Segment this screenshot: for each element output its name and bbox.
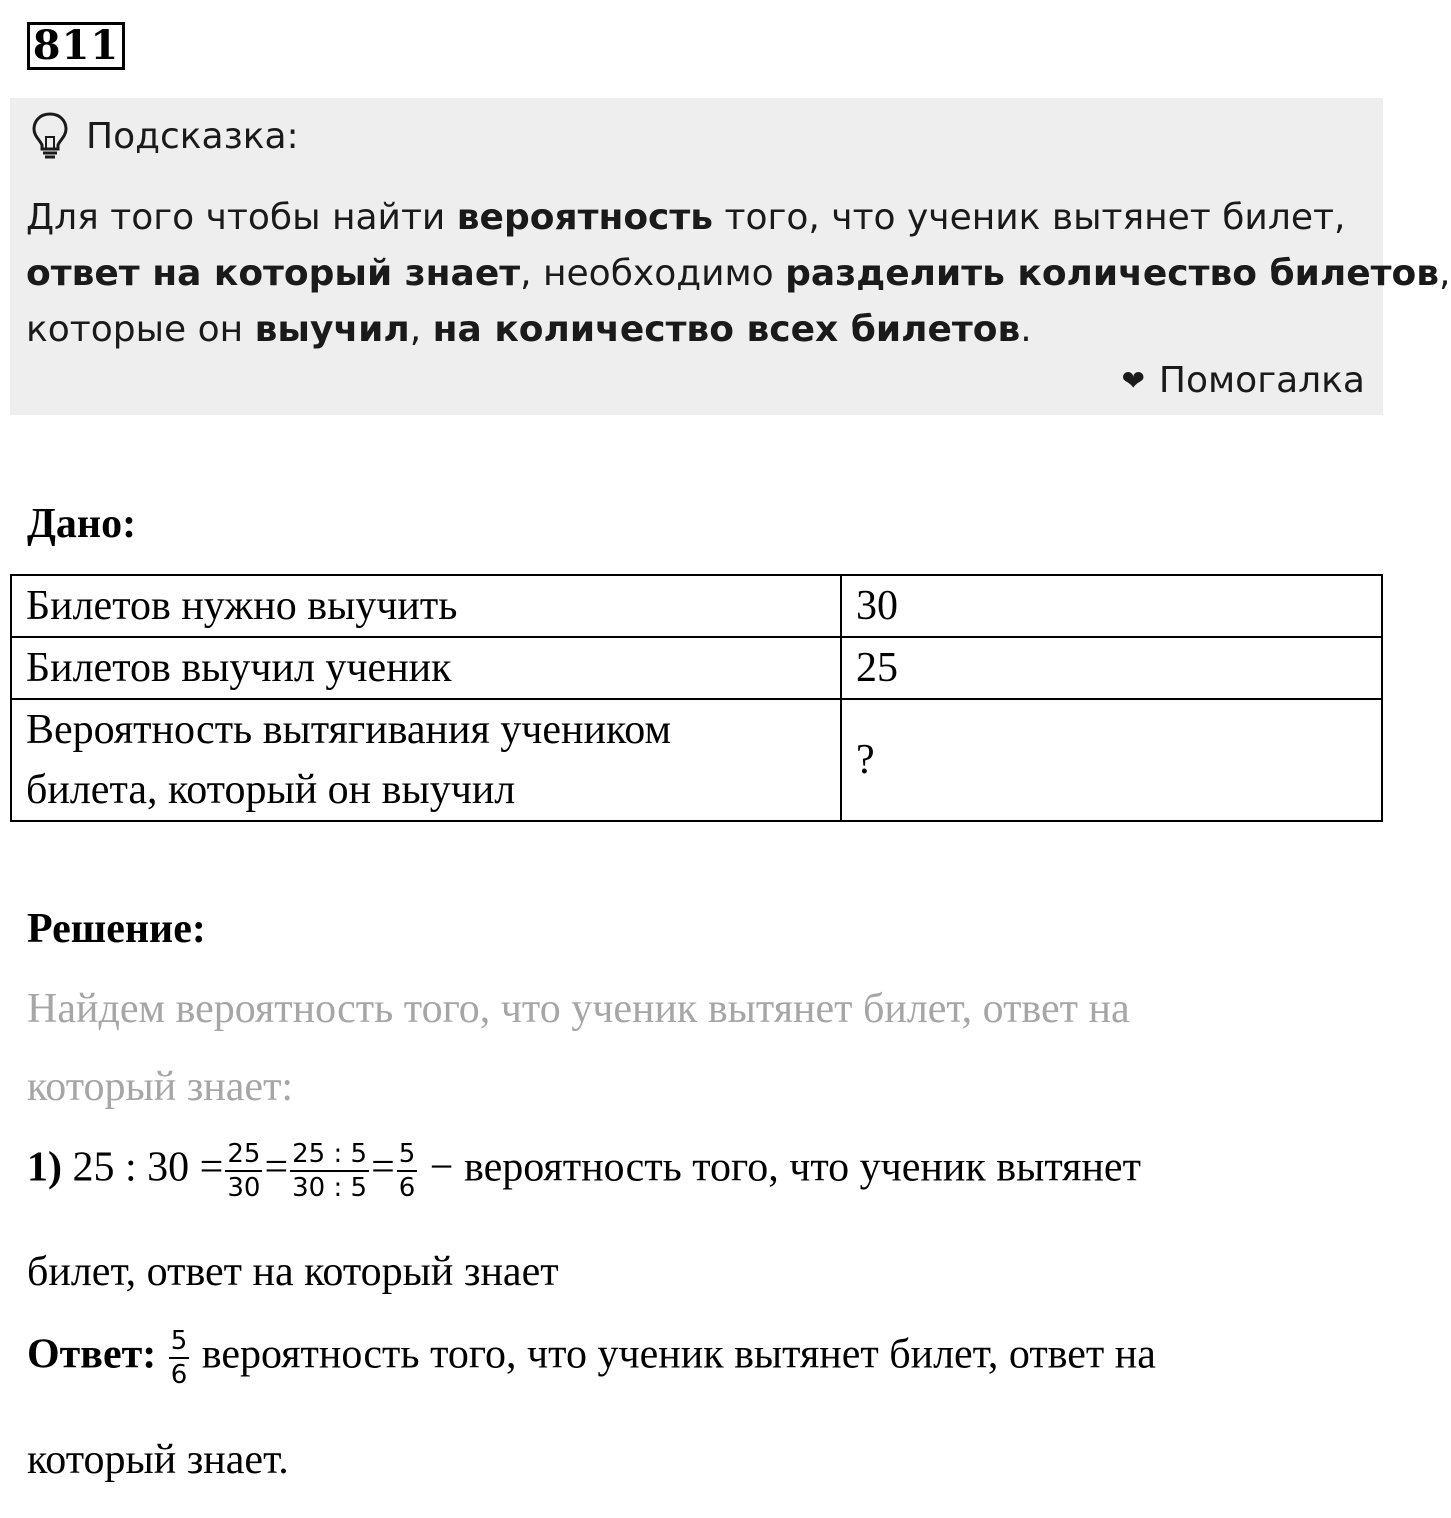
solution-intro-line-1: Найдем вероятность того, что ученик вытянет билет, ответ на bbox=[27, 986, 1130, 1032]
table-row bbox=[11, 575, 1382, 637]
solution-step-1-line-2: билет, ответ на который знает bbox=[27, 1249, 559, 1295]
credit-label: Помогалка bbox=[1158, 360, 1365, 401]
fraction: $\frac{5}{6}$ bbox=[398, 1139, 416, 1203]
task-number: 811 bbox=[27, 22, 125, 70]
credit bbox=[1121, 360, 1365, 401]
answer-line-1 bbox=[27, 1325, 1156, 1391]
step-number: 1) bbox=[27, 1144, 62, 1191]
answer-label: Ответ: bbox=[27, 1331, 157, 1378]
hint-header bbox=[30, 110, 299, 162]
given-table bbox=[10, 574, 1383, 822]
given-value: 25 bbox=[841, 637, 1382, 699]
hint-title: Подсказка: bbox=[86, 115, 299, 157]
fraction: $\frac{25 : 5}{30 : 5}$ bbox=[292, 1139, 368, 1203]
answer-line-2: который знает. bbox=[27, 1437, 289, 1483]
solution-intro-line-2: который знает: bbox=[27, 1064, 294, 1110]
step-text: − вероятность того, что ученик вытянет bbox=[429, 1144, 1141, 1191]
hint-box bbox=[10, 98, 1451, 415]
solution-step-1: 1) 25 : 30 = $\frac{25}{30}$ = $\frac{25 : 5}{30 : 5}$ = $\frac{5}{6}$ − вероятность того, что ученик вытянет bbox=[27, 1139, 1141, 1203]
given-title: Дано: bbox=[27, 501, 137, 547]
fraction: $\frac{25}{30}$ bbox=[227, 1139, 261, 1203]
hint-line-1: Для того чтобы найти вероятность того, что ученик вытянет билет, bbox=[26, 197, 1346, 238]
answer-fraction: $\frac{5}{6}$ bbox=[170, 1326, 188, 1390]
given-value: ? bbox=[841, 699, 1382, 821]
table-row bbox=[11, 637, 1382, 699]
solution-title: Решение: bbox=[27, 906, 206, 952]
given-value: 30 bbox=[841, 575, 1382, 637]
step-expression: 25 : 30 = bbox=[72, 1144, 224, 1191]
hint-text bbox=[26, 190, 1451, 358]
heart-icon: ❤ bbox=[1121, 364, 1145, 397]
table-row bbox=[11, 699, 1382, 821]
hint-line-3: которые он выучил, на количество всех билетов. bbox=[26, 309, 1032, 350]
given-label: Билетов нужно выучить bbox=[11, 575, 841, 637]
hint-line-2: ответ на который знает, необходимо разделить количество билетов, bbox=[26, 253, 1451, 294]
given-label: Билетов выучил ученик bbox=[11, 637, 841, 699]
answer-text: вероятность того, что ученик вытянет билет, ответ на bbox=[201, 1331, 1156, 1378]
lightbulb-icon bbox=[30, 111, 70, 161]
given-label: Вероятность вытягивания учеником билета, который он выучил bbox=[11, 699, 841, 821]
